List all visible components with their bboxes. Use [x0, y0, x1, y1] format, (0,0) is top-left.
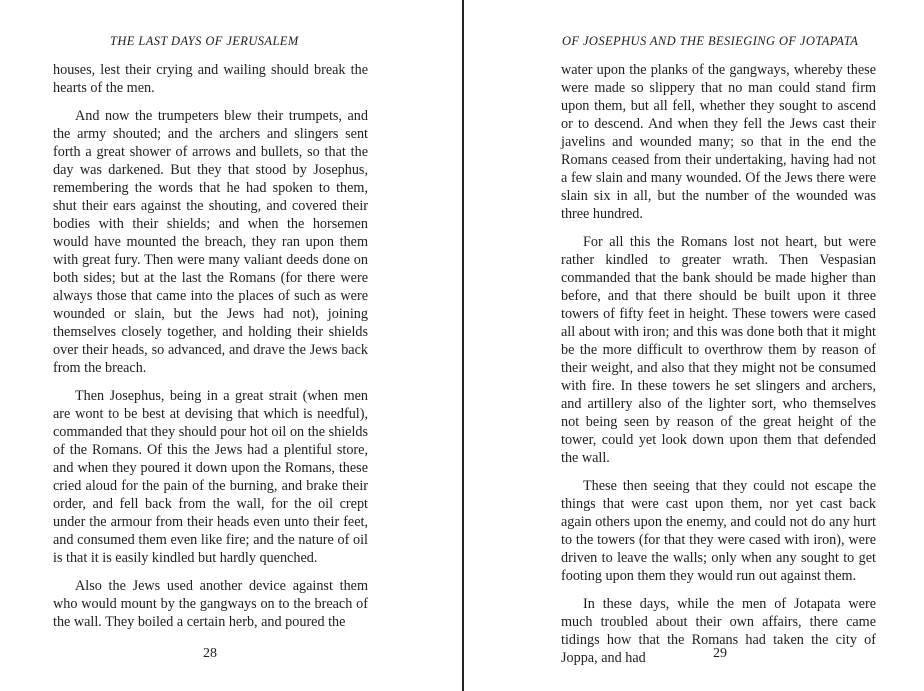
left-paragraph-4: Also the Jews used another device against them who would mount by the gangways on to the breach of the wall. They boiled a certain herb, and poured the [53, 578, 368, 630]
right-paragraph-4: In these days, while the men of Jotapata were much troubled about their own affairs, there came tidings how that the Romans had taken the city of Joppa, and had [561, 596, 876, 666]
left-running-head: THE LAST DAYS OF JERUSALEM [110, 34, 299, 48]
right-text-block [561, 61, 876, 677]
left-text-block [53, 61, 368, 641]
left-page-number: 28 [203, 646, 217, 661]
left-paragraph-1: houses, lest their crying and wailing should break the hearts of the men. [53, 62, 368, 96]
right-page-number: 29 [713, 646, 727, 661]
right-running-head: OF JOSEPHUS AND THE BESIEGING OF JOTAPATA [562, 34, 859, 48]
right-paragraph-1: water upon the planks of the gangways, whereby these were made so slippery that no man could stand firm upon them, but all fell, whether they sought to ascend or to descend. And when they fell the Jews cast their javelins and wounded many; so that in the end the Romans ceased from their undertaking, having had not a few slain and many wounded. Of the Jews there were slain six in all, but the number of the wounded was three hundred. [561, 62, 876, 222]
left-paragraph-3: Then Josephus, being in a great strait (when men are wont to be best at devising that which is needful), commanded that they should pour hot oil on the shields of the Romans. Of this the Jews had a plentiful store, and when they poured it down upon the Romans, these cried aloud for the pain of the burning, and brake their order, and fell back from the wall, for the oil crept under the armour from their heads even unto their feet, and consumed them even like fire; and the nature of oil is that it is easily kindled but hardly quenched. [53, 388, 368, 566]
right-paragraph-2: For all this the Romans lost not heart, but were rather kindled to greater wrath. Then Vespasian commanded that the bank should be made higher than before, and that there should be built upon it three towers of fifty feet in height. These towers were cased all about with iron; and this was done both that it might be the more difficult to overthrow them by reason of their weight, and also that they might not be consumed with fire. In these towers he set slingers and archers, and artillery also of the lighter sort, who themselves not being seen by reason of the great height of the tower, could yet look down upon them that defended the wall. [561, 234, 876, 466]
right-paragraph-3: These then seeing that they could not escape the things that were cast upon them, nor yet cast back again others upon the enemy, and could not do any hurt to the towers (for that they were cased with iron), were driven to leave the walls; only when any sought to get footing upon them they would run out against them. [561, 478, 876, 584]
left-paragraph-2: And now the trumpeters blew their trumpets, and the army shouted; and the archers and slingers sent forth a great shower of arrows and bullets, so that the day was darkened. But they that stood by Josephus, remembering the words that he had spoken to them, shut their ears against the shouting, and covered their bodies with their shields; and when the horsemen would have mounted the breach, they ran upon them with great fury. Then were many valiant deeds done on both sides; but at the last the Romans (for there were always those that came into the places of such as were wounded or slain, but the Jews had not), joining themselves closely together, and holding their shields over their heads, so advanced, and drave the Jews back from the breach. [53, 108, 368, 376]
right-page [462, 0, 924, 691]
